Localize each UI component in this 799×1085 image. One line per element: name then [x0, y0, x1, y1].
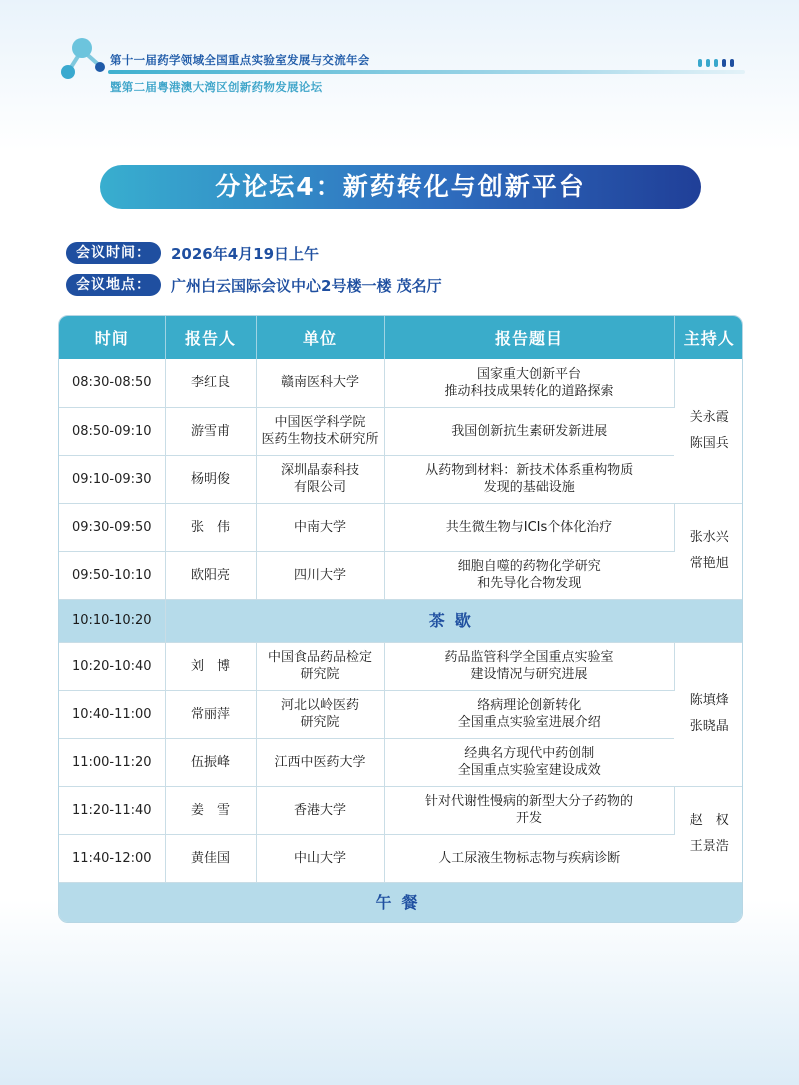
org-cell: 四川大学 — [256, 551, 384, 599]
lunch-row — [59, 882, 743, 922]
host-cell: 关永霞 陈国兵 — [674, 359, 743, 503]
org-cell: 中国医学科学院 医药生物技术研究所 — [256, 407, 384, 455]
schedule-table — [58, 315, 743, 923]
org-cell: 河北以岭医药 研究院 — [256, 690, 384, 738]
topic-cell: 国家重大创新平台 推动科技成果转化的道路探索 — [384, 359, 674, 407]
speaker-cell: 常丽萍 — [165, 690, 256, 738]
org-cell: 香港大学 — [256, 786, 384, 834]
topic-cell: 从药物到材料：新技术体系重构物质 发现的基础设施 — [384, 455, 674, 503]
speaker-cell: 张 伟 — [165, 503, 256, 551]
header-divider — [108, 70, 745, 74]
table-row — [59, 455, 743, 503]
time-cell: 08:50-09:10 — [59, 407, 165, 455]
org-cell: 赣南医科大学 — [256, 359, 384, 407]
col-header-host: 主持人 — [674, 316, 743, 359]
speaker-cell: 李红良 — [165, 359, 256, 407]
col-header-org: 单位 — [256, 316, 384, 359]
table-row — [59, 503, 743, 551]
time-cell: 10:40-11:00 — [59, 690, 165, 738]
table-row — [59, 786, 743, 834]
meeting-time — [66, 242, 319, 264]
time-cell: 09:50-10:10 — [59, 551, 165, 599]
table-row — [59, 551, 743, 599]
org-cell: 中国食品药品检定 研究院 — [256, 642, 384, 690]
topic-cell: 络病理论创新转化 全国重点实验室进展介绍 — [384, 690, 674, 738]
conference-subtitle: 暨第二届粤港澳大湾区创新药物发展论坛 — [110, 80, 323, 94]
table-row — [59, 642, 743, 690]
time-cell: 11:20-11:40 — [59, 786, 165, 834]
host-cell: 张水兴 常艳旭 — [674, 503, 743, 599]
meeting-place-label: 会议地点： — [66, 274, 161, 296]
meeting-place-value: 广州白云国际会议中心2号楼一楼 茂名厅 — [171, 276, 442, 295]
col-header-topic: 报告题目 — [384, 316, 674, 359]
speaker-cell: 黄佳国 — [165, 834, 256, 882]
topic-cell: 我国创新抗生素研发新进展 — [384, 407, 674, 455]
speaker-cell: 游雪甫 — [165, 407, 256, 455]
meeting-place — [66, 274, 442, 296]
org-cell: 江西中医药大学 — [256, 738, 384, 786]
table-row — [59, 834, 743, 882]
time-cell: 09:30-09:50 — [59, 503, 165, 551]
org-cell: 中南大学 — [256, 503, 384, 551]
header-dots-decoration — [698, 59, 734, 67]
molecule-logo-icon — [56, 36, 108, 82]
speaker-cell: 欧阳亮 — [165, 551, 256, 599]
time-cell: 09:10-09:30 — [59, 455, 165, 503]
org-cell: 深圳晶泰科技 有限公司 — [256, 455, 384, 503]
speaker-cell: 杨明俊 — [165, 455, 256, 503]
meeting-time-value: 2026年4月19日上午 — [171, 244, 320, 263]
forum-title: 分论坛4：新药转化与创新平台 — [100, 165, 701, 209]
host-cell: 赵 权 王景浩 — [674, 786, 743, 882]
time-cell: 10:20-10:40 — [59, 642, 165, 690]
speaker-cell: 姜 雪 — [165, 786, 256, 834]
topic-cell: 细胞自噬的药物化学研究 和先导化合物发现 — [384, 551, 674, 599]
time-cell: 11:00-11:20 — [59, 738, 165, 786]
topic-cell: 药品监管科学全国重点实验室 建设情况与研究进展 — [384, 642, 674, 690]
tea-break-row — [59, 599, 743, 642]
meeting-time-label: 会议时间： — [66, 242, 161, 264]
table-header-row — [59, 316, 743, 359]
speaker-cell: 伍振峰 — [165, 738, 256, 786]
col-header-time: 时间 — [59, 316, 165, 359]
topic-cell: 人工尿液生物标志物与疾病诊断 — [384, 834, 674, 882]
conference-title: 第十一届药学领域全国重点实验室发展与交流年会 — [110, 53, 370, 67]
table-row — [59, 738, 743, 786]
host-cell: 陈填烽 张晓晶 — [674, 642, 743, 786]
table-row — [59, 407, 743, 455]
topic-cell: 经典名方现代中药创制 全国重点实验室建设成效 — [384, 738, 674, 786]
col-header-speaker: 报告人 — [165, 316, 256, 359]
topic-cell: 针对代谢性慢病的新型大分子药物的 开发 — [384, 786, 674, 834]
tea-break-time: 10:10-10:20 — [59, 599, 165, 642]
lunch-label: 午餐 — [59, 882, 743, 922]
org-cell: 中山大学 — [256, 834, 384, 882]
speaker-cell: 刘 博 — [165, 642, 256, 690]
tea-break-label: 茶歇 — [165, 599, 743, 642]
table-row — [59, 690, 743, 738]
topic-cell: 共生微生物与ICIs个体化治疗 — [384, 503, 674, 551]
time-cell: 11:40-12:00 — [59, 834, 165, 882]
time-cell: 08:30-08:50 — [59, 359, 165, 407]
table-row — [59, 359, 743, 407]
